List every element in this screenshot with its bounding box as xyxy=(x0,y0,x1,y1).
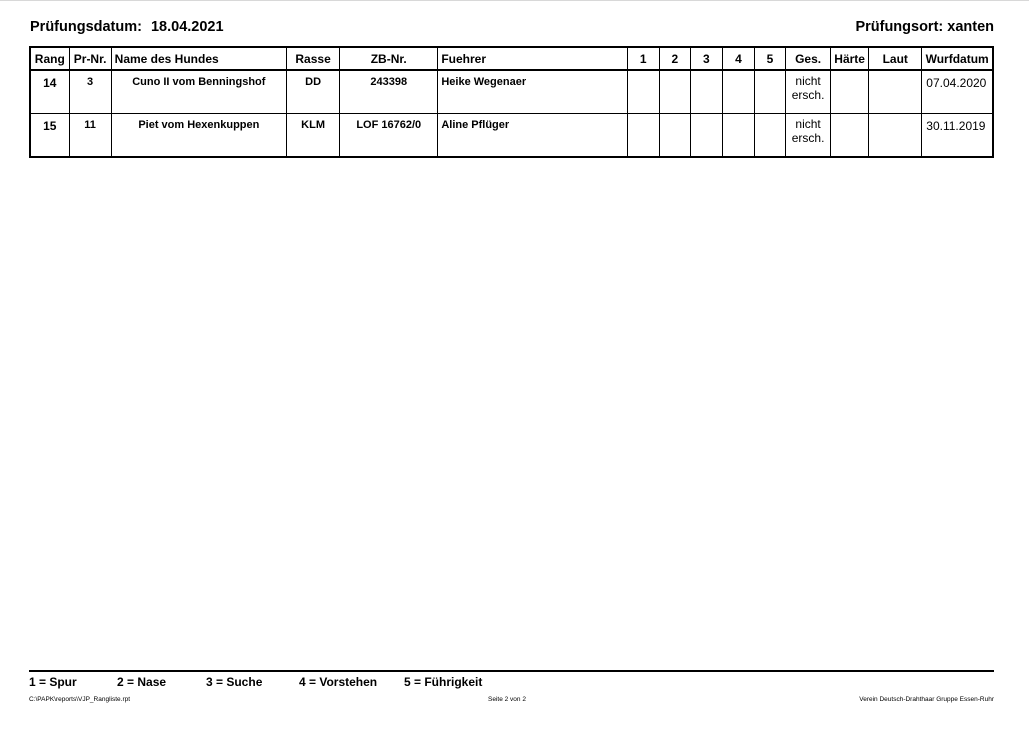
exam-date-header xyxy=(30,19,224,35)
cell-dog-name: Piet vom Hexenkuppen xyxy=(111,114,286,158)
cell-fach-4 xyxy=(722,70,754,114)
footer-page-number: Seite 2 von 2 xyxy=(488,696,526,703)
cell-fuehrer: Aline Pflüger xyxy=(438,114,627,158)
table-header-row xyxy=(30,47,993,70)
col-header-ges: Ges. xyxy=(786,47,831,70)
cell-laut xyxy=(869,114,922,158)
legend-spur: 1 = Spur xyxy=(29,675,77,689)
legend-nase: 2 = Nase xyxy=(117,675,167,689)
col-header-fach-4: 4 xyxy=(722,47,754,70)
footer-report-path: C:\PAPK\reports\VJP_Rangliste.rpt xyxy=(29,696,131,703)
col-header-fach-3: 3 xyxy=(690,47,722,70)
cell-fach-4 xyxy=(722,114,754,158)
ges-line-2: ersch. xyxy=(791,131,825,145)
footer-divider xyxy=(29,670,994,672)
table-row xyxy=(30,114,993,158)
cell-rang: 14 xyxy=(30,70,69,114)
exam-date-value: 18.04.2021 xyxy=(150,19,224,35)
legend-vorstehen: 4 = Vorstehen xyxy=(299,675,378,689)
col-header-name: Name des Hundes xyxy=(111,47,286,70)
cell-rasse: KLM xyxy=(287,114,340,158)
cell-wurfdatum: 30.11.2019 xyxy=(922,114,993,158)
cell-ges xyxy=(786,114,831,158)
cell-fach-3 xyxy=(690,70,722,114)
col-header-laut: Laut xyxy=(869,47,922,70)
legend xyxy=(29,675,482,689)
cell-prnr: 3 xyxy=(69,70,111,114)
cell-fach-1 xyxy=(627,114,659,158)
cell-haerte xyxy=(831,70,869,114)
col-header-rasse: Rasse xyxy=(287,47,340,70)
cell-fuehrer: Heike Wegenaer xyxy=(438,70,627,114)
cell-zbnr: LOF 16762/0 xyxy=(340,114,438,158)
ges-line-1: nicht xyxy=(795,117,821,131)
cell-haerte xyxy=(831,114,869,158)
cell-rasse: DD xyxy=(287,70,340,114)
cell-fach-2 xyxy=(659,114,690,158)
exam-place-header: Prüfungsort: xanten xyxy=(855,19,994,35)
cell-rang: 15 xyxy=(30,114,69,158)
footer-club-name: Verein Deutsch-Drahthaar Gruppe Essen-Ruhr xyxy=(859,696,994,703)
exam-date-label: Prüfungsdatum: xyxy=(30,19,142,35)
legend-suche: 3 = Suche xyxy=(206,675,263,689)
col-header-fach-2: 2 xyxy=(659,47,690,70)
cell-prnr: 11 xyxy=(69,114,111,158)
table-row xyxy=(30,70,993,114)
cell-fach-3 xyxy=(690,114,722,158)
legend-fuehrigkeit: 5 = Führigkeit xyxy=(404,675,483,689)
col-header-haerte: Härte xyxy=(831,47,869,70)
cell-fach-5 xyxy=(754,70,785,114)
cell-wurfdatum: 07.04.2020 xyxy=(922,70,993,114)
col-header-wurfdatum: Wurfdatum xyxy=(922,47,993,70)
ges-line-1: nicht xyxy=(795,74,821,88)
cell-laut xyxy=(869,70,922,114)
cell-ges xyxy=(786,70,831,114)
page-top-border xyxy=(0,0,1029,1)
cell-fach-2 xyxy=(659,70,690,114)
col-header-fuehrer: Fuehrer xyxy=(438,47,627,70)
col-header-fach-1: 1 xyxy=(627,47,659,70)
cell-fach-5 xyxy=(754,114,785,158)
ranking-table xyxy=(29,46,994,158)
col-header-fach-5: 5 xyxy=(754,47,785,70)
ges-line-2: ersch. xyxy=(791,88,825,102)
cell-dog-name: Cuno II vom Benningshof xyxy=(111,70,286,114)
cell-fach-1 xyxy=(627,70,659,114)
col-header-rang: Rang xyxy=(30,47,69,70)
col-header-prnr: Pr-Nr. xyxy=(69,47,111,70)
col-header-zbnr: ZB-Nr. xyxy=(340,47,438,70)
cell-zbnr: 243398 xyxy=(340,70,438,114)
